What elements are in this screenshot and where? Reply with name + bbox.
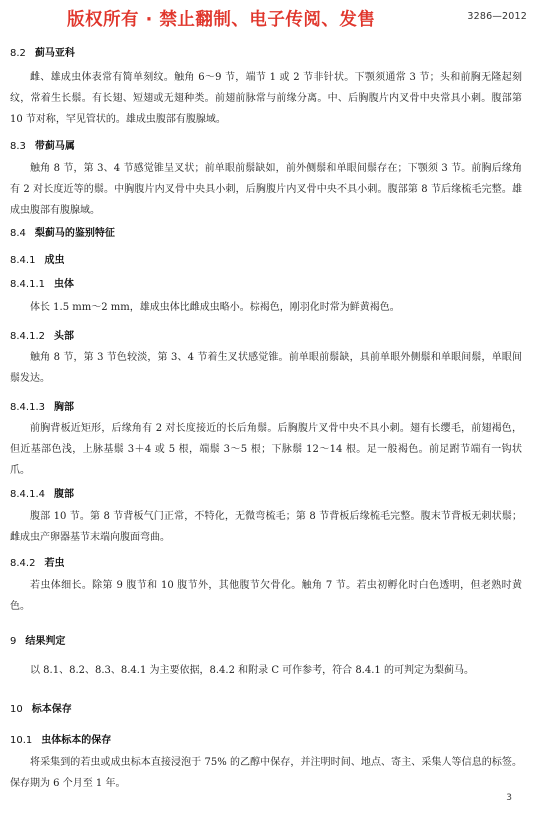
section-title: 成虫 — [44, 255, 65, 266]
section-number: 8.2 — [10, 48, 26, 59]
section-8-4-1-1-paragraph: 体长 1.5 mm～2 mm，雄成虫体比雌成虫略小。棕褐色，刚羽化时常为鲜黄褐色。 — [30, 302, 400, 313]
section-8-4-2-paragraph: 若虫体细长。除第 9 腹节和 10 腹节外，其他腹节欠骨化。触角 7 节。若虫初孵化时白色透明，但老熟时黄色。 — [10, 580, 522, 612]
section-heading-10 — [10, 700, 72, 715]
section-number: 8.4.1.4 — [10, 489, 45, 500]
section-title: 虫体标本的保存 — [41, 735, 112, 746]
section-8-2-paragraph: 雌、雄成虫体表常有简单刻纹。触角 6～9 节，端节 1 或 2 节非针状。下颚须通常 3 节；头和前胸无隆起刻纹，常着生长鬃。有长翅、短翅或无翅种类。前翅前脉常与前缘分离。中、后胸腹片内叉骨中央常具小刺。腹部第 10 节对称，罕见管状的。雄成虫腹部有腹腺域。 — [10, 72, 522, 125]
copyright-watermark: 版权所有 · 禁止翻制、电子传阅、发售 — [67, 10, 376, 30]
section-heading-8-4-2 — [10, 554, 64, 569]
page-number: 3 — [506, 793, 512, 803]
section-8-4-1-4-paragraph: 腹部 10 节。第 8 节背板气门正常，不特化，无微弯梳毛；第 8 节背板后缘梳毛完整。腹末节背板无刺状鬃；雌成虫产卵器基节末端向腹面弯曲。 — [10, 511, 522, 543]
section-number: 10.1 — [10, 735, 33, 746]
section-title: 胸部 — [54, 402, 74, 413]
section-title: 标本保存 — [31, 704, 72, 715]
section-title: 蓟马亚科 — [34, 48, 75, 59]
section-number: 8.4.1.3 — [10, 402, 45, 413]
section-title: 结果判定 — [25, 636, 66, 647]
section-heading-8-2 — [10, 44, 75, 59]
section-heading-8-4-1-3 — [10, 398, 74, 413]
section-title: 腹部 — [54, 489, 74, 500]
section-heading-8-4-1-4 — [10, 485, 74, 500]
section-number: 8.4.1 — [10, 255, 36, 266]
section-number: 8.4.1.1 — [10, 279, 45, 290]
section-title: 梨蓟马的鉴别特征 — [34, 228, 115, 239]
section-8-3-paragraph: 触角 8 节，第 3、4 节感觉锥呈叉状；前单眼前鬃缺如，前外侧鬃和单眼间鬃存在；下颚须 3 节。前胸后缘角有 2 对长度近等的鬃。中胸腹片内叉骨中央具小刺，后胸腹片内叉骨中央不具小刺。腹部第 8 节后缘梳毛完整。雄成虫腹部有腹腺域。 — [10, 163, 522, 216]
section-9-paragraph: 以 8.1、8.2、8.3、8.4.1 为主要依据，8.4.2 和附录 C 可作参考，符合 8.4.1 的可判定为梨蓟马。 — [30, 665, 474, 676]
section-heading-8-4-1 — [10, 251, 64, 266]
section-8-4-1-2-paragraph: 触角 8 节，第 3 节色较淡，第 3、4 节着生叉状感觉锥。前单眼前鬃缺，具前单眼外侧鬃和单眼间鬃，单眼间鬃发达。 — [10, 352, 522, 384]
section-title: 虫体 — [54, 279, 74, 290]
section-heading-8-4-1-2 — [10, 327, 74, 342]
standard-code: 3286—2012 — [467, 11, 527, 22]
section-number: 10 — [10, 704, 23, 715]
section-title: 若虫 — [44, 558, 65, 569]
section-number: 8.4.2 — [10, 558, 36, 569]
section-heading-8-4-1-1 — [10, 275, 74, 290]
section-heading-8-4 — [10, 224, 115, 239]
section-number: 8.4.1.2 — [10, 331, 45, 342]
section-heading-8-3 — [10, 137, 75, 152]
section-title: 带蓟马属 — [34, 141, 75, 152]
section-8-4-1-3-paragraph: 前胸背板近矩形，后缘角有 2 对长度接近的长后角鬃。后胸腹片叉骨中央不具小刺。翅有长缨毛，前翅褐色，但近基部色浅，上脉基鬃 3＋4 或 5 根，端鬃 3～5 根；下脉鬃 12～14 根。足一般褐色。前足跗节端有一钩状爪。 — [10, 423, 522, 476]
section-heading-10-1 — [10, 731, 111, 746]
section-10-1-paragraph: 将采集到的若虫或成虫标本直接浸泡于 75% 的乙醇中保存，并注明时间、地点、寄主、采集人等信息的标签。保存期为 6 个月至 1 年。 — [10, 757, 522, 789]
section-title: 头部 — [54, 331, 74, 342]
section-number: 8.4 — [10, 228, 26, 239]
section-heading-9 — [10, 632, 65, 647]
section-number: 8.3 — [10, 141, 26, 152]
section-number: 9 — [10, 636, 17, 647]
